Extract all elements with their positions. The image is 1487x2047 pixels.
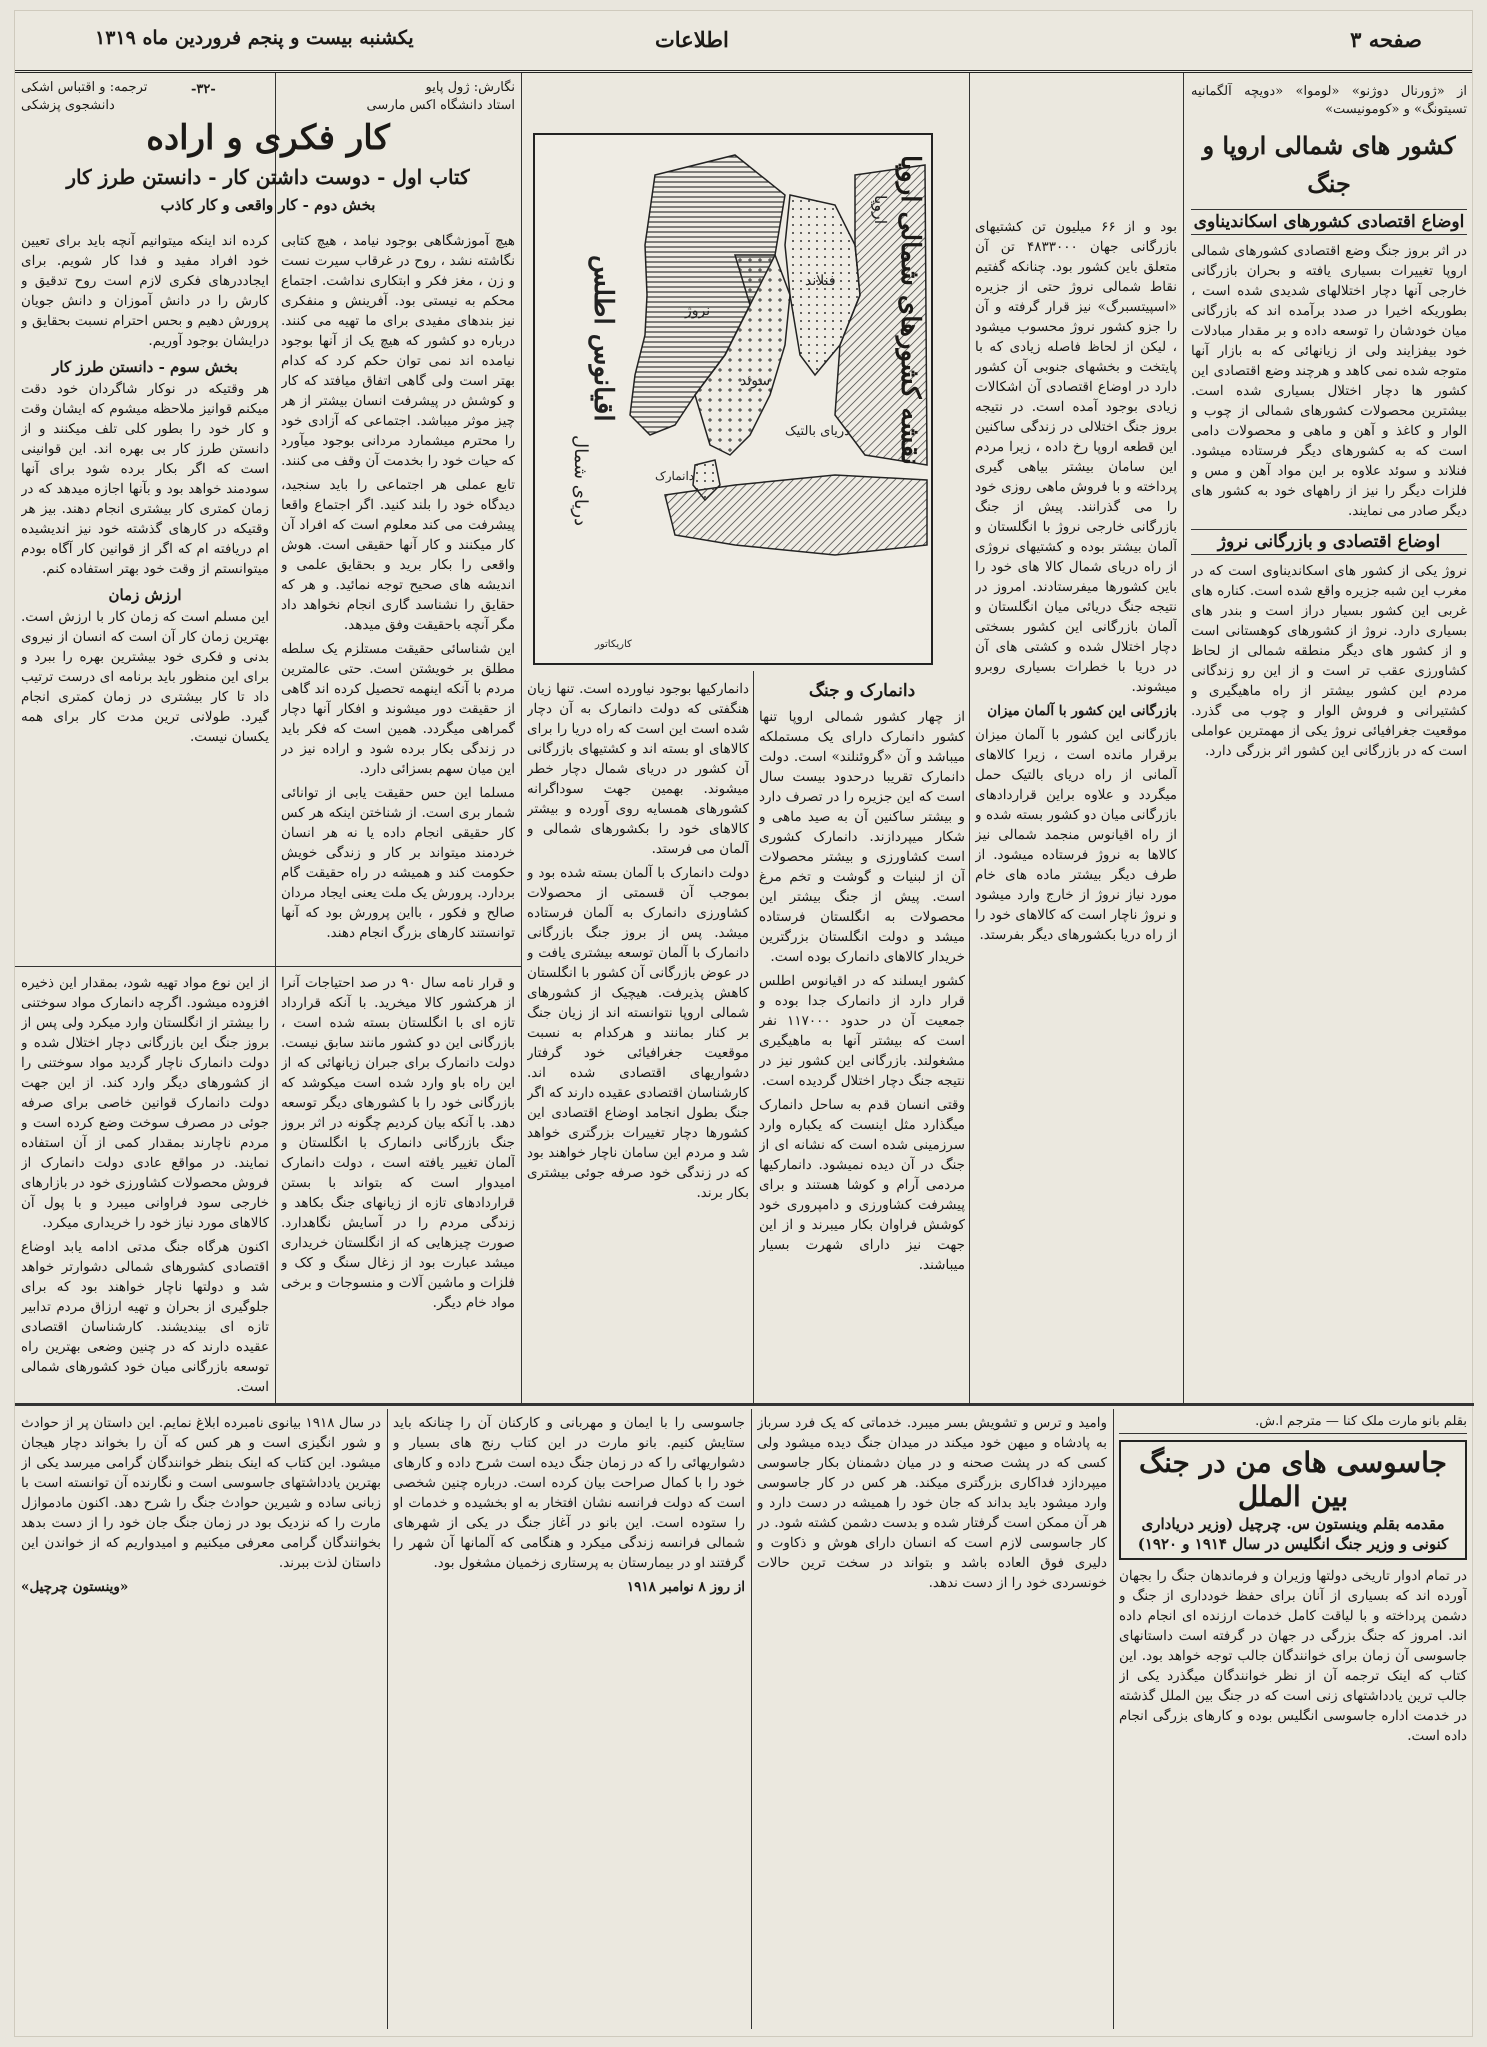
map-credit: کاریکاتور (595, 639, 632, 650)
part-title: بخش دوم - کار واقعی و کار کاذب (160, 196, 376, 214)
column-divider (275, 73, 276, 1403)
article-north-europe-column (1191, 83, 1467, 1393)
section-title: اوضاع اقتصادی و بازرگانی نروژ (1191, 529, 1467, 555)
article-paragraph: نروژ یکی از کشور های اسکاندیناوی است که در مغرب این شبه جزیره واقع شده است. کناره های غربی این کشور بسیار دراز است و بندر های بسیاری دارد. نروژ از کشورهای کوهستانی است و از کشور های دیگر منطقه شمالی از لحاظ کشاورزی عقب تر است و از این رو زندگانی مردم این کشور بیشتر از راه ماهیگیری و کشتیرانی و فروش الوار و چوب می گذرد. موقعیت جغرافیائی نروژ یکی از مهمترین عواملی است که در بازرگانی این کشور اثر بزرگی دارد. (1191, 563, 1467, 759)
author-title: استاد دانشگاه اکس مارسی (366, 98, 515, 113)
north-europe-map (533, 133, 933, 665)
espionage-article-intro (1119, 1413, 1467, 2027)
article-paragraph: دانمارکیها بوجود نیاورده است. تنها زیان هنگفتی که دولت دانمارک به آن دچار شده است این است که راه دریا را برای کالاهای او بسته اند و کشتیهای بازرگانی آن کشور در دریای شمال دچار خطر میشوند. بهمین جهت سوداگرانه کشورهای همسایه روی آورده و بیشتر کالاهای خود را بکشورهای شمالی و آلمان می فرستد. (527, 681, 749, 857)
section-title: بخش سوم - دانستن طرز کار (52, 358, 238, 376)
article-paragraph: مسلما این حس حقیقت یابی از توانائی شمار بری است. از شناختن اینکه هر کس کار حقیقی انجام داده یا نه هر انسان خردمند میتواند بر کار و زندگی خویش حکومت کند و همیشه در راه حقیقت گام بردارد. پرورش یک ملت یعنی ایجاد مردان صالح و فکور ، بااین پرورش بود که آنها توانستند کارهای بزرگ انجام دهند. (281, 785, 515, 941)
article-paragraph: وامید و ترس و تشویش بسر میبرد. خدماتی که یک فرد سرباز به پادشاه و میهن خود میکند در میدان جنگ دیده میشود ولی کسی که در پشت صحنه و در میان دشمنان بکار جاسوسی میپردازد فداکاری بزرگتری میکند. هر کس در کار جاسوسی وارد میشود باید بداند که جان خود را همیشه در دست دارد و هر آن ممکن است گرفتار شده و بدست دشمن کشته شود. در کار جاسوسی لازم است که انسان دارای هوش و ذکاوت و دلیری فوق العاده باشد و بتواند در سخت ترین حالات خونسردی خود را از دست ندهد. (757, 1415, 1107, 1591)
newspaper-title: اطلاعات (655, 27, 729, 52)
article-paragraph: در تمام ادوار تاریخی دولتها وزیران و فرماندهان جنگ را بجهان آورده اند که بسیاری از آنان برای حفظ خودداری از جنگ و دشمن پرداخته و با لیاقت کامل خدمات ارزنده ای انجام داده اند. امروز که جنگ بزرگی در جهان در گرفته است داستانهای جاسوسی آن زمان برای خوانندگان جالب توجه خواهد بود. این کتاب که اینک ترجمه آن از نظر خوانندگان میگذرد یکی از جالب ترین یادداشتهای زنی است که در جنگ بین الملل گذشته در خدمت اداره جاسوسی انگلیس بوده و کارهای بزرگی انجام داده است. (1119, 1568, 1467, 1744)
finland-label: فنلاند (805, 273, 836, 289)
map-drawing (535, 135, 931, 663)
section-title: دانمارک و جنگ (808, 681, 916, 701)
article-paragraph: دولت دانمارک با آلمان بسته شده بود و بموجب آن قسمتی از محصولات کشاورزی دانمارک به آلمان فرستاده میشد. پس از بروز جنگ بازرگانی دانمارک با آلمان توسعه بیشتری یافت و در عوض بازرگانی آن کشور با انگلستان کاهش پذیرفت. هیچیک از کشورهای شمالی اروپا نتوانسته اند از زیان جنگ بر کنار بمانند و هرکدام به نسبت موقعیت جغرافیائی خود گرفتار دشواریهای اقتصادی شده اند. کارشناسان اقتصادی عقیده دارند که اگر جنگ بطول انجامد اوضاع اقتصادی این کشورها دچار تغییرات بزرگتری خواهد شد و مردم این سامان ناچار خواهند بود که در زندگی خود صرفه جوئی بیشتری بکار برند. (527, 865, 749, 1201)
article-subtitle: مقدمه بقلم وینستون س. چرچیل (وزیر دریاداری کنونی و وزیر جنگ انگلیس در سال ۱۹۱۴ و ۱۹۲۰) (1137, 1515, 1449, 1553)
article-headline: کار فکری و اراده (146, 118, 390, 158)
espionage-column-4 (21, 1413, 381, 2027)
article-paragraph: اکنون هرگاه جنگ مدتی ادامه یابد اوضاع اقتصادی کشورهای شمالی دشوارتر خواهد شد و دولتها ناچار خواهند بود که برای جلوگیری از بحران و تهیه ارزاق مردم تدابیر تازه ای بیندیشند. کارشناسان اقتصادی عقیده دارند که در چنین وضعی بهترین راه توسعه بازرگانی میان خود کشورهای شمالی است. (21, 1239, 269, 1395)
translator-byline: ترجمه: و اقتباس اشکی (21, 80, 148, 95)
signature: «وینستون چرچیل» (21, 1579, 129, 1595)
article-headline: جاسوسی های من در جنگ بین الملل (1139, 1446, 1447, 1513)
sweden-label: سوئد (740, 373, 771, 389)
denmark-label: دانمارک (655, 469, 695, 483)
issue-date: یکشنبه بیست و پنجم فروردین ماه ۱۳۱۹ (95, 27, 414, 49)
translator-title: دانشجوی پزشکی (21, 98, 115, 113)
map-title: نقشه کشورهای شمالی اروپا (895, 155, 925, 466)
article-paragraph: در سال ۱۹۱۸ بیانوی نامبرده ابلاغ نمایم. این داستان پر از حوادث و شور انگیزی است و هر کس که آن را بخواند دچار هیجان میشود. این کتاب که اینک بنظر خوانندگان گرامی میرسد یکی از بهترین یادداشتهای جاسوسی است و نگارنده آن توانسته است با زبانی ساده و شیرین حوادث جنگ را شرح دهد. اکنون مادموازل مارت را که نزدیک بود در زمان جنگ جان خود را از دست بدهد بخوانندگان گرامی معرفی میکنیم و امیدواریم که از خواندن این داستان لذت ببرند. (21, 1415, 381, 1571)
article-paragraph: بازرگانی این کشور با آلمان میزان برقرار مانده است ، زیرا کالاهای آلمانی از راه دریای بالتیک حمل میگردد و علاوه براین قراردادهای بازرگانی میان دو کشور بسته شده و از راه اقیانوس منجمد شمالی نیز کالاها به نروژ فرستاده میشود. از طرف دیگر بیشتر ماده های خام مورد نیاز نروژ از خارج وارد میشود و نروژ ناچار است که کالاهای خود را از راه دریا بکشورهای دیگر بفرستد. (975, 727, 1177, 943)
intellectual-work-column (281, 231, 515, 959)
column-divider (969, 73, 970, 1403)
article-paragraph: هیچ آموزشگاهی بوجود نیامد ، هیچ کتابی نگاشته نشد ، روح در غرقاب سیرت نست و زن ، مغز فکر و ابتکاری نداشت. اجتماع محکم به نیستی بود. آفرینش و منفکری نیز بندهای مفیدی برای ما تهیه می کنند. درباره دو کشور که هیچ یک از آنها بوجود نیامده اند نمی توان حکم کرد که کدام بهتر است ولی گاهی اتفاق میافتد که کار و کوشش در پیشرفت انسان بیشتر از هر چیز موثر میباشد. اجتماعی که آزادی خود را محترم میشمارد مردانی بوجود میآورد که حیات خود را بخدمت آن وقف می کنند. (281, 233, 515, 469)
article-paragraph: هر وقتیکه در نوکار شاگردان خود دقت میکنم قوانیز ملاحظه میشوم که ایشان وقت و کار خود را بطور کلی تلف میکنند و از دانستن طرز کار بی بهره اند. این قوانینی است که اگر بکار برده شود برای آنها سودمند خواهد بود و بآنها اجازه میدهد که در زمان کمتری کار بیشتری انجام دهند. بیز هر وقتیکه در کارهای گذشته خود نیز اندیشیده ام دریافته ام که اگر از قوانین کار آگاه بودم میتوانستم از وقت خود بهتر استفاده کنم. (21, 381, 269, 577)
article-paragraph: کرده اند اینکه میتوانیم آنچه باید برای تعیین خود افراد مفید و فدا کار شویم. برای ایجاددرهای فکری لازم است روح تدقیق و کارش را در دانش آموزان و دانش جویان پرورش دهیم و بحس احترام نسبت بحقایق و درایشان بوجود آوریم. (21, 233, 269, 349)
espionage-column-2 (757, 1413, 1107, 2027)
article-paragraph: بود و از ۶۶ میلیون تن کشتیهای بازرگانی جهان ۴۸۳۳۰۰۰ تن آن متعلق باین کشور بود. چنانکه گفتیم نقاط شمالی نروژ حتی از جزیره «اسپیتسبرگ» نیز قرار گرفته و آن را جزو کشور نروژ محسوب میشود ، لیکن از لحاظ فاصله زیادی که با پایتخت و بخشهای جنوبی آن کشور دارد در اوضاع اقتصادی آن اشکالات زیادی بوجود آمده است. در نتیجه بروز جنگ اختلالی در زندگی ساکنین این قطعه اروپا رخ داده ، زیرا مردم این سامان بیشتر بیاهی گیری پرداخته و با فروش ماهی روزی خود را می گذرانند. پیش از جنگ بازرگانی خارجی نروژ با انگلستان و آلمان بیشتر بوده و کشتیهای نروژی از راه دریای شمال کالا های خود را باین کشورها میفرستادند. امروز در نتیجه جنگ دریائی میان انگلستان و آلمان بازرگانی این کشور بسختی دچار اختلال شده و کشتی های آن در دریا با خطرات بسیاری روبرو میشوند. (975, 219, 1177, 695)
article-paragraph: وقتی انسان قدم به ساحل دانمارک میگذارد مثل اینست که یکباره وارد سرزمینی شده است که نشانه ای از جنگ در آن دیده نمیشود. دانمارکیها مردمی آرام و کوشا هستند و برای پیشرفت کشاورزی و دامپروری خود کوشش فراوان بکار میبرند و از این جهت نیز دارای شهرت بسیار میباشند. (759, 1097, 965, 1273)
sources-line: از «ژورنال دوژنو» «لوموا» «دویچه آلگمانیه تسیتونگ» و «کومونیست» (1191, 84, 1467, 117)
article-paragraph: از چهار کشور شمالی اروپا تنها کشور دانمارک دارای یک مستملکه میباشد و آن «گروئنلند» است. دولت دانمارک تقریبا درحدود بیست سال است که این جزیره را در تصرف دارد و بیشتر ساکنین آن به صید ماهی و شکار میپردازند. دانمارک کشوری است کشاورزی و بیشتر محصولات آن از لبنیات و گوشت و تخم مرغ است. پیش از جنگ بیشتر این محصولات به انگلستان فرستاده میشد و دولت انگلستان بزرگترین خریدار کالاهای دانمارک بوده است. (759, 709, 965, 965)
column-divider (1183, 73, 1184, 1403)
article-paragraph: و قرار نامه سال ۹۰ در صد احتیاجات آنرا از هرکشور کالا میخرید. با آنکه قرارداد تازه ای با انگلستان بسته شده است ، بازرگانی این دو کشور مانند سابق نیست. دولت دانمارک برای جبران زیانهائی که از این راه باو وارد شده است میکوشد که بازرگانی خود را با کشورهای دیگر توسعه دهد. با آنکه بیان کردیم چگونه در اثر بروز جنگ بازرگانی دانمارک با انگلستان و آلمان تغییر یافته است ، دولت دانمارک امیدوار است که بتواند با بستن قراردادهای تازه از زیانهای جنگ بکاهد و زندگی مردم را در آسایش نگاهدارد. صورت چیزهایی که از انگلستان خریداری میشد عبارت بود از زغال سنگ و کک و فلزات و ماشین آلات و منسوجات و برخی مواد خام دیگر. (281, 975, 515, 1311)
page-number-label: صفحه ۳ (1350, 27, 1422, 52)
economy-continuation-column (281, 973, 515, 1397)
article-subheadline: کتاب اول - دوست داشتن کار - دانستن طرز کار (66, 165, 470, 189)
article-paragraph: تابع عملی هر اجتماعی را باید سنجید، دیدگاه خود را بلند کنید. اگر اجتماع واقعا پیشرفت می کند معلوم است که افراد آن کار میکنند و کار آنها حقیقی است. هوش واقعی را بکار برید و بحقایق علمی و اندیشه های صحیح توجه نمائید. و هر که حقایق را نشناسد گاری انجام نخواهد داد مگر آنچه باحقیقت وفق میدهد. (281, 477, 515, 633)
column-divider (751, 1409, 752, 2029)
article-continuation-column (975, 217, 1177, 1393)
denmark-continuation-column (527, 679, 749, 1395)
article-paragraph: در اثر بروز جنگ وضع اقتصادی کشورهای شمالی اروپا تغییرات بسیاری یافته و بحران بازرگانی خارجی آنها دچار اختلالهای شدیدی شده است ، بطوریکه اخیرا در صدد برآمده اند که بازرگانی میان خودشان را توسعه داده و بر مقدار مبادلات خود بیفزایند ولی از زیانهائی که به بازار آنها متوجه شده نمی کاهد و هرچند وضع اقتصادی این کشور ها دچار اختلال بسیاری شده است. بیشترین محصولات کشورهای شمالی از چوب و الوار و کاغذ و آهن و ماهی و محصولات دامی است که به کشورهای دیگر فرستاده میشود. فنلاند و سوئد علاوه بر این مواد آهن و مس و فلزات دیگر را نیز از راههای خود به کشور های دیگر صادر می نمایند. (1191, 243, 1467, 519)
article-paragraph: این مسلم است که زمان کار با ارزش است. بهترین زمان کار آن است که انسان از نیروی بدنی و فکری خود بیشترین بهره را ببرد و برای این منظور باید برنامه ای درست ترتیب داد تا کار بیشتری در زمان کمتری انجام گیرد. طولانی ترین مدت کار برای همه یکسان نیست. (21, 609, 269, 745)
section-divider (15, 1403, 1474, 1406)
espionage-column-3 (393, 1413, 745, 2027)
article-paragraph: از این نوع مواد تهیه شود، بمقدار این ذخیره افزوده میشود. اگرچه دانمارک مواد سوختنی را بیشتر از انگلستان وارد میکرد ولی پس از بروز جنگ این بازرگانی دچار اختلال شده و دولت دانمارک ناچار گردید مواد سوختنی را از کشورهای دیگر وارد کند. از این جهت دولت دانمارک قوانین خاصی برای صرفه جوئی در مصرف سوخت وضع کرده است و مردم ناچارند بمقدار کمی از آن استفاده نمایند. در مواقع عادی دولت دانمارک از فروش محصولات کشاورزی خود در بازارهای خارجی سود فراوانی میبرد و با پول آن کالاهای مورد نیاز خود را خریداری میکرد. (21, 975, 269, 1231)
article-paragraph: جاسوسی را با ایمان و مهربانی و کارکنان آن را چنانکه باید ستایش کنیم. بانو مارت در این کتاب رنج های بسیار و دشواریهائی را که در زمان جنگ دیده است شرح داده و کارهای خود را با کمال صراحت بیان کرده است. درباره چنین شخصی است که دولت فرانسه نشان افتخار به او بخشیده و خدمات او را ستوده است. این بانو در آغاز جنگ در یکی از شهرهای شمالی فرانسه زندگی میکرد و هنگامی که آلمانها آن شهر را گرفتند او در بیمارستان به پرستاری زخمیان مشغول بود. (393, 1415, 745, 1571)
column-divider (753, 671, 754, 1403)
section-subtitle: بازرگانی این کشور با آلمان میزان (987, 703, 1177, 719)
author-byline: نگارش: ژول پایو (425, 80, 515, 95)
denmark-article-column (759, 679, 965, 1395)
page-header (15, 11, 1472, 73)
column-divider (1113, 1409, 1114, 2029)
article-paragraph: کشور ایسلند که در اقیانوس اطلس قرار دارد از دانمارک جدا بوده و جمعیت آن در حدود ۱۱۷۰۰۰ نفر است که بیشتر آنها به ماهیگیری مشغولند. بازرگانی این کشور نیز در نتیجه جنگ دچار اختلال گردیده است. (759, 973, 965, 1089)
intellectual-work-column-2 (21, 231, 269, 959)
newspaper-page (14, 10, 1473, 2037)
intellectual-work-header (21, 79, 515, 229)
issue-number: -۳۲- (191, 82, 216, 97)
section-title: اوضاع اقتصادی کشورهای اسکاندیناوی (1191, 209, 1467, 235)
economy-continuation-column-2 (21, 973, 269, 1397)
column-divider (521, 73, 522, 1403)
column-divider (387, 1409, 388, 2029)
article-headline: کشور های شمالی اروپا و جنگ (1202, 131, 1456, 198)
headline-box (1119, 1440, 1467, 1560)
article-paragraph: این شناسائی حقیقت مستلزم یک سلطه مطلق بر خویشتن است. حتی عالمترین مردم با آنکه اینهمه تحصیل کرده اند گاهی از حقیقت دور میشوند و افکار آنها دچار گمراهی میگردد. همین است که فکر باید در زندگی بکار برده شود و اراده نیز در این میان سهم بسزائی دارد. (281, 641, 515, 777)
europe-label: اروپا (871, 195, 890, 225)
baltic-label: دریای بالتیک (785, 424, 850, 439)
north-sea-label: دریای شمال (570, 435, 591, 527)
section-divider (15, 966, 521, 967)
norway-label: نروژ (685, 303, 711, 319)
article-byline: بقلم بانو مارت ملک کنا — مترجم ا.ش. (1119, 1413, 1467, 1434)
atlantic-label: اقیانوس اطلس (588, 255, 618, 422)
date-line: از روز ۸ نوامبر ۱۹۱۸ (626, 1579, 745, 1595)
section-title: ارزش زمان (108, 586, 182, 604)
